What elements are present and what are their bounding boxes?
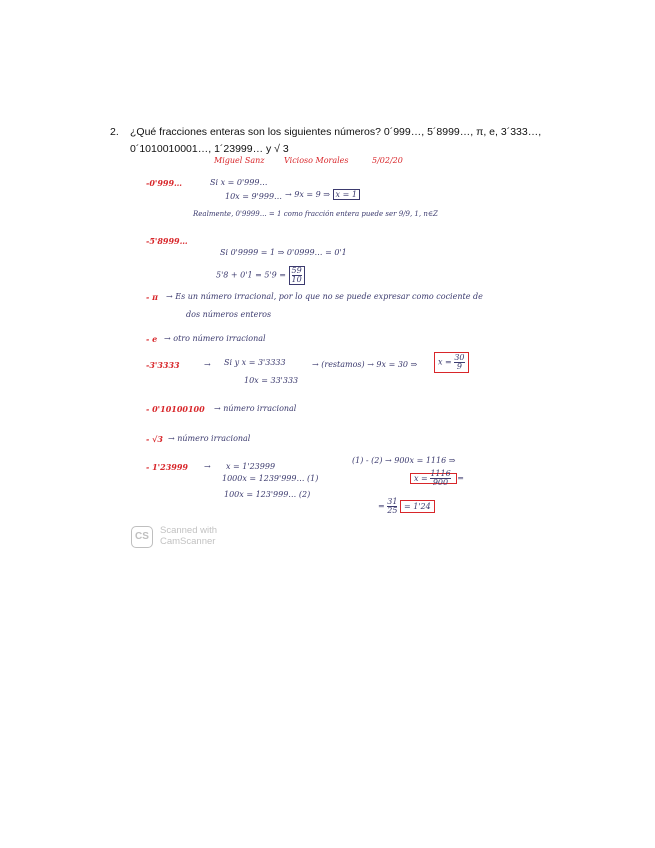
item-sqrt-text: → número irracional	[168, 434, 251, 443]
item-f-label: - 1'23999	[146, 462, 188, 472]
item-c-arrow: →	[204, 360, 211, 369]
question-text-line-2: 0´1010010001…, 1´23999… y √ 3	[130, 143, 289, 155]
item-pi-text-1: → Es un número irracional, por lo que no se puede expresar como cociente de	[166, 292, 483, 301]
item-c-restamos: → (restamos) → 9x = 30 ⇒	[312, 360, 418, 369]
item-f-line2: 1000x = 1239'999… (1)	[222, 474, 319, 483]
camscanner-logo: CS	[131, 526, 153, 548]
item-f-rhs2: = $\frac{31}{25}$ = 1'24	[378, 498, 435, 515]
item-a-line2: 10x = 9'999…	[225, 192, 283, 201]
item-c-label: -3'3333	[146, 360, 180, 370]
item-b-label: -5'8999…	[146, 236, 188, 246]
item-a-result: x = 1	[333, 189, 360, 200]
camscanner-watermark: Scanned with CamScanner	[160, 525, 218, 547]
item-a-note: Realmente, 0'9999… = 1 como fracción entera puede ser 9/9, 1, n∈Z	[193, 210, 438, 218]
student-name: Miguel Sanz	[214, 156, 265, 165]
item-f-arrow: →	[204, 462, 211, 471]
item-e-label: - e	[146, 334, 158, 344]
student-surname: Vicioso Morales	[284, 156, 349, 165]
item-f-decimal: = 1'24	[400, 500, 435, 513]
date: 5/02/20	[372, 156, 403, 165]
item-f-rhs-fraction: x = $\frac{1116}{900}$ =	[410, 470, 464, 487]
item-a-line1: Si x = 0'999…	[210, 178, 268, 187]
item-d-label: - 0'10100100	[146, 404, 205, 414]
item-a-arrow: → 9x = 9 ⇒ x = 1	[285, 190, 360, 199]
item-c-line2: 10x = 33'333	[244, 376, 299, 385]
item-pi-text-2: dos números enteros	[186, 310, 272, 319]
item-sqrt-label: - √3	[146, 434, 163, 444]
item-b-line2: 5'8 + 0'1 = 5'9 = $\frac{59}{10}$	[216, 266, 305, 285]
question-number: 2.	[110, 126, 119, 138]
item-f-rhs1: (1) - (2) → 900x = 1116 ⇒	[352, 456, 456, 465]
item-c-result: x = $\frac{30}{9}$	[434, 352, 469, 373]
item-e-text: → otro número irracional	[164, 334, 266, 343]
item-b-line1: Si 0'9999 = 1 ⇒ 0'0999… = 0'1	[220, 248, 347, 257]
item-b-fraction: $\frac{59}{10}$	[289, 266, 305, 285]
item-f-line3: 100x = 123'999… (2)	[224, 490, 311, 499]
item-c-line1: Si y x = 3'3333	[224, 358, 286, 367]
item-d-text: → número irracional	[214, 404, 297, 413]
item-f-line1: x = 1'23999	[226, 462, 276, 471]
item-a-label: -0'999…	[146, 178, 183, 188]
item-pi-label: - π	[146, 292, 158, 302]
question-text-line-1: ¿Qué fracciones enteras son los siguientes números? 0´999…, 5´8999…, π, e, 3´333…,	[130, 126, 542, 138]
